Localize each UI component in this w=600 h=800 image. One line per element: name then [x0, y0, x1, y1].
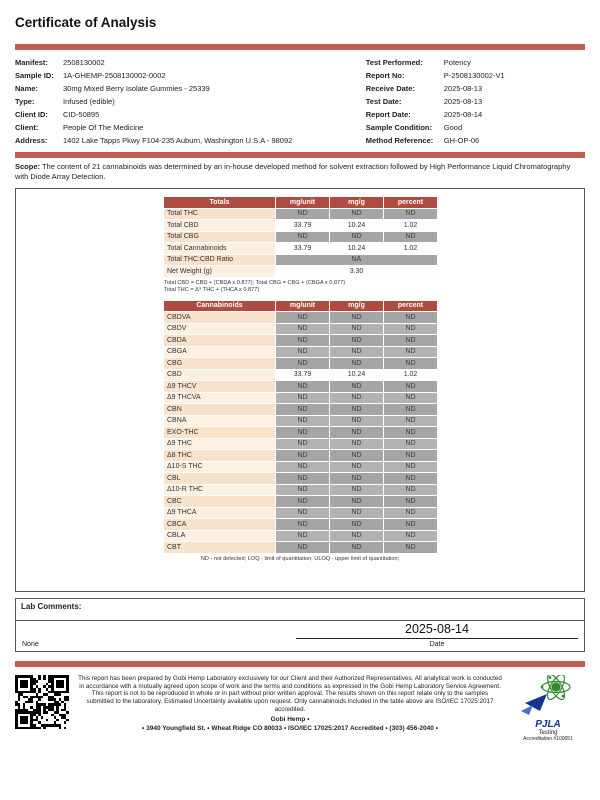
value-cell: ND: [384, 438, 438, 450]
table-row: [164, 507, 438, 519]
info-label: Report No:: [365, 71, 405, 80]
info-row: [15, 121, 366, 134]
table-row: [164, 369, 438, 381]
info-label: Client ID:: [15, 110, 48, 119]
value-cell: ND: [276, 208, 330, 220]
info-label: Name:: [15, 84, 38, 93]
company-address-line: • 3940 Youngfield St. • Wheat Ridge CO 80033 • ISO/IEC 17025:2017 Accredited • (303) 456-2040 •: [142, 724, 438, 732]
scope-text: The content of 21 cannabinoids was determined by an in-house developed method for solvent extraction followed by High Performance Liquid Chromatography with Diode Array Detection.: [15, 162, 571, 181]
value-cell: ND: [384, 415, 438, 427]
value-cell: ND: [276, 404, 330, 416]
table-row: [164, 450, 438, 462]
value-cell: ND: [384, 346, 438, 358]
value-cell: ND: [384, 530, 438, 542]
row-label: CBGA: [164, 346, 276, 358]
value-cell: ND: [276, 438, 330, 450]
lab-comments-value: None: [22, 641, 39, 649]
value-cell: ND: [330, 392, 384, 404]
report-date-value: 2025-08-14: [296, 622, 578, 639]
info-row: [366, 69, 585, 82]
totals-footnote-1: Total CBD = CBD + (CBDA x 0.877); Total CBG = CBG + (CBGA x 0.877): [164, 279, 346, 286]
value-cell: ND: [276, 507, 330, 519]
disclaimer-text: This report has been prepared by Gobi Hemp Laboratory exclusively for our Client and their Authorized Representatives. All analytical work is conducted in accordance with a mutually agreed upon scope of work and the terms and conditions as expressed in the Gobi Hemp Laboratory Service Agreement. This report is not to be reproduced in whole or in part without prior written approval. The results shown on this report relate only to the samples submitted to the laboratory. Estimated Uncertainty available upon request. Only cannabinoids included in the table above are ISO/IEC 17025:2017 accredited.: [78, 675, 502, 713]
info-row: [15, 134, 366, 147]
value-cell: ND: [276, 530, 330, 542]
value-cell: 33.79: [276, 369, 330, 381]
value-cell: 10.24: [330, 220, 384, 232]
value-cell: ND: [384, 450, 438, 462]
value-cell: ND: [330, 404, 384, 416]
table-row: [164, 530, 438, 542]
info-label: Method Reference:: [365, 136, 434, 145]
table-row: [164, 484, 438, 496]
tables-wrap: [163, 196, 437, 568]
column-header: mg/g: [330, 300, 384, 312]
pjla-atom-icon: [519, 675, 577, 715]
table-row: [164, 473, 438, 485]
info-row: [366, 95, 585, 108]
value-cell: ND: [384, 335, 438, 347]
value-cell: 3.30: [276, 266, 438, 278]
value-cell: 33.79: [276, 220, 330, 232]
table-row: [164, 542, 438, 554]
row-label: CBC: [164, 496, 276, 508]
date-signature: [296, 622, 578, 648]
value-cell: 10.24: [330, 369, 384, 381]
info-label: Address:: [15, 136, 48, 145]
value-cell: ND: [276, 335, 330, 347]
row-label: Δ9 THC: [164, 438, 276, 450]
value-cell: ND: [384, 542, 438, 554]
cannabinoids-table: [163, 300, 438, 554]
info-label: Test Date:: [365, 97, 402, 106]
value-cell: ND: [384, 358, 438, 370]
footer: [0, 667, 600, 742]
value-cell: ND: [276, 450, 330, 462]
info-value: 30mg Mixed Berry Isolate Gummies - 25339: [63, 84, 210, 93]
column-header: percent: [384, 197, 438, 209]
info-value: CID-50895: [63, 110, 100, 119]
value-cell: ND: [384, 392, 438, 404]
value-cell: 1.02: [384, 220, 438, 232]
info-value: 1A-GHEMP-2508130002-0002: [63, 71, 166, 80]
row-label: CBN: [164, 404, 276, 416]
info-row: [15, 56, 366, 69]
table-row: [164, 208, 438, 220]
value-cell: ND: [384, 381, 438, 393]
table-row: [164, 220, 438, 232]
row-label: Net Weight (g): [164, 266, 276, 278]
value-cell: ND: [276, 427, 330, 439]
value-cell: ND: [276, 473, 330, 485]
info-row: [15, 82, 366, 95]
value-cell: ND: [330, 484, 384, 496]
info-row: [366, 108, 585, 121]
value-cell: ND: [276, 312, 330, 324]
info-value: Infused (edible): [63, 97, 115, 106]
company-name-line: Gobi Hemp •: [270, 716, 310, 724]
info-value: 1402 Lake Tapps Pkwy F104-235 Auburn, Washington U.S.A - 98092: [63, 136, 293, 145]
info-value: 2025-08-14: [443, 110, 483, 119]
table-row: [164, 392, 438, 404]
totals-table: [163, 196, 438, 278]
value-cell: ND: [330, 208, 384, 220]
value-cell: ND: [276, 231, 330, 243]
value-cell: ND: [330, 473, 384, 485]
value-cell: ND: [276, 415, 330, 427]
value-cell: ND: [384, 461, 438, 473]
column-header: Totals: [164, 197, 276, 209]
value-cell: ND: [384, 312, 438, 324]
info-row: [366, 82, 585, 95]
table-row: [164, 312, 438, 324]
value-cell: ND: [384, 484, 438, 496]
value-cell: ND: [276, 346, 330, 358]
table-row: [164, 381, 438, 393]
table-row: [164, 323, 438, 335]
value-cell: ND: [330, 496, 384, 508]
table-row: [164, 427, 438, 439]
row-label: CBG: [164, 358, 276, 370]
value-cell: ND: [384, 496, 438, 508]
row-label: EXO-THC: [164, 427, 276, 439]
info-value: Potency: [443, 58, 471, 67]
pjla-testing-label: Testing: [538, 730, 558, 737]
row-label: CBNA: [164, 415, 276, 427]
table-row: [164, 358, 438, 370]
signature-box: [15, 621, 585, 652]
value-cell: ND: [330, 358, 384, 370]
value-cell: ND: [276, 358, 330, 370]
row-label: Δ8 THC: [164, 450, 276, 462]
lab-comments-label: Lab Comments:: [21, 602, 82, 612]
info-row: [15, 69, 366, 82]
value-cell: ND: [276, 392, 330, 404]
sample-info-right-column: [366, 56, 585, 147]
value-cell: ND: [276, 323, 330, 335]
row-label: CBT: [164, 542, 276, 554]
row-label: CBLA: [164, 530, 276, 542]
page-title: Certificate of Analysis: [15, 15, 157, 30]
table-row: [164, 496, 438, 508]
value-cell: NA: [276, 254, 438, 266]
info-value: People Of The Medicine: [63, 123, 144, 132]
row-label: Δ9 THCVA: [164, 392, 276, 404]
row-label: CBCA: [164, 519, 276, 531]
info-label: Manifest:: [15, 58, 48, 67]
value-cell: ND: [330, 346, 384, 358]
results-box: [15, 188, 585, 592]
info-label: Sample ID:: [15, 71, 54, 80]
value-cell: 33.79: [276, 243, 330, 255]
value-cell: ND: [384, 427, 438, 439]
value-cell: ND: [330, 530, 384, 542]
table-row: [164, 438, 438, 450]
pjla-name: PJLA: [535, 719, 561, 731]
row-label: CBDV: [164, 323, 276, 335]
info-row: [366, 134, 585, 147]
table-row: [164, 461, 438, 473]
table-row: [164, 519, 438, 531]
info-value: 2025-08-13: [443, 97, 483, 106]
row-label: Δ10-R THC: [164, 484, 276, 496]
info-label: Type:: [15, 97, 35, 106]
value-cell: ND: [330, 335, 384, 347]
row-label: Δ9 THCV: [164, 381, 276, 393]
table-row: [164, 254, 438, 266]
value-cell: ND: [384, 473, 438, 485]
value-cell: ND: [384, 208, 438, 220]
sample-info-left-column: [15, 56, 366, 147]
value-cell: ND: [276, 519, 330, 531]
column-header: Cannabinoids: [164, 300, 276, 312]
row-label: Total THC: [164, 208, 276, 220]
row-label: Total THC:CBD Ratio: [164, 254, 276, 266]
value-cell: ND: [330, 312, 384, 324]
value-cell: ND: [330, 450, 384, 462]
value-cell: ND: [330, 438, 384, 450]
info-row: [15, 95, 366, 108]
info-label: Sample Condition:: [365, 123, 433, 132]
info-label: Client:: [15, 123, 39, 132]
value-cell: ND: [384, 323, 438, 335]
table-row: [164, 346, 438, 358]
value-cell: ND: [384, 404, 438, 416]
info-value: P-2508130002-V1: [443, 71, 505, 80]
qr-code: [15, 675, 69, 729]
row-label: Total Cannabinoids: [164, 243, 276, 255]
row-label: CBL: [164, 473, 276, 485]
value-cell: ND: [384, 507, 438, 519]
info-value: 2025-08-13: [443, 84, 483, 93]
info-label: Report Date:: [365, 110, 411, 119]
info-value: GH-OP-06: [443, 136, 480, 145]
table-row: [164, 231, 438, 243]
table-row: [164, 243, 438, 255]
row-label: CBDVA: [164, 312, 276, 324]
value-cell: ND: [330, 542, 384, 554]
sample-info-section: [0, 50, 600, 152]
info-row: [366, 121, 585, 134]
value-cell: ND: [330, 415, 384, 427]
nd-footnote: ND - not detected; LOQ - limit of quantitation; ULOQ - upper limit of quantitation;: [200, 555, 400, 562]
value-cell: ND: [276, 381, 330, 393]
value-cell: ND: [330, 427, 384, 439]
row-label: Total CBG: [164, 231, 276, 243]
column-header: percent: [384, 300, 438, 312]
totals-footnotes: [163, 278, 437, 298]
value-cell: ND: [276, 461, 330, 473]
info-label: Test Performed:: [365, 58, 423, 67]
row-label: CBD: [164, 369, 276, 381]
scope-statement: [0, 158, 600, 186]
row-label: CBDA: [164, 335, 276, 347]
table-row: [164, 266, 438, 278]
table-row: [164, 415, 438, 427]
value-cell: ND: [330, 519, 384, 531]
footer-text-block: [78, 675, 502, 732]
date-label: Date: [429, 641, 445, 649]
value-cell: ND: [330, 381, 384, 393]
value-cell: 10.24: [330, 243, 384, 255]
column-header: mg/unit: [276, 300, 330, 312]
info-row: [15, 108, 366, 121]
column-header: mg/g: [330, 197, 384, 209]
table-row: [164, 404, 438, 416]
info-value: Good: [443, 123, 463, 132]
value-cell: ND: [330, 323, 384, 335]
value-cell: ND: [384, 231, 438, 243]
row-label: Total CBD: [164, 220, 276, 232]
value-cell: ND: [330, 231, 384, 243]
info-value: 2508130002: [63, 58, 105, 67]
row-label: Δ10-S THC: [164, 461, 276, 473]
lab-comments-box: [15, 598, 585, 621]
column-header: mg/unit: [276, 197, 330, 209]
table-row: [164, 335, 438, 347]
pjla-accreditation-logo: [511, 675, 585, 742]
value-cell: 1.02: [384, 243, 438, 255]
info-label: Receive Date:: [365, 84, 415, 93]
value-cell: ND: [330, 461, 384, 473]
pjla-accreditation-number: Accreditation #100051: [523, 736, 573, 743]
value-cell: ND: [330, 507, 384, 519]
value-cell: 1.02: [384, 369, 438, 381]
info-row: [366, 56, 585, 69]
value-cell: ND: [276, 542, 330, 554]
value-cell: ND: [276, 484, 330, 496]
scope-label: Scope:: [15, 162, 41, 171]
value-cell: ND: [384, 519, 438, 531]
row-label: Δ9 THCA: [164, 507, 276, 519]
value-cell: ND: [276, 496, 330, 508]
totals-footnote-2: Total THC = Δ⁹ THC + (THCA x 0.877): [164, 286, 260, 293]
